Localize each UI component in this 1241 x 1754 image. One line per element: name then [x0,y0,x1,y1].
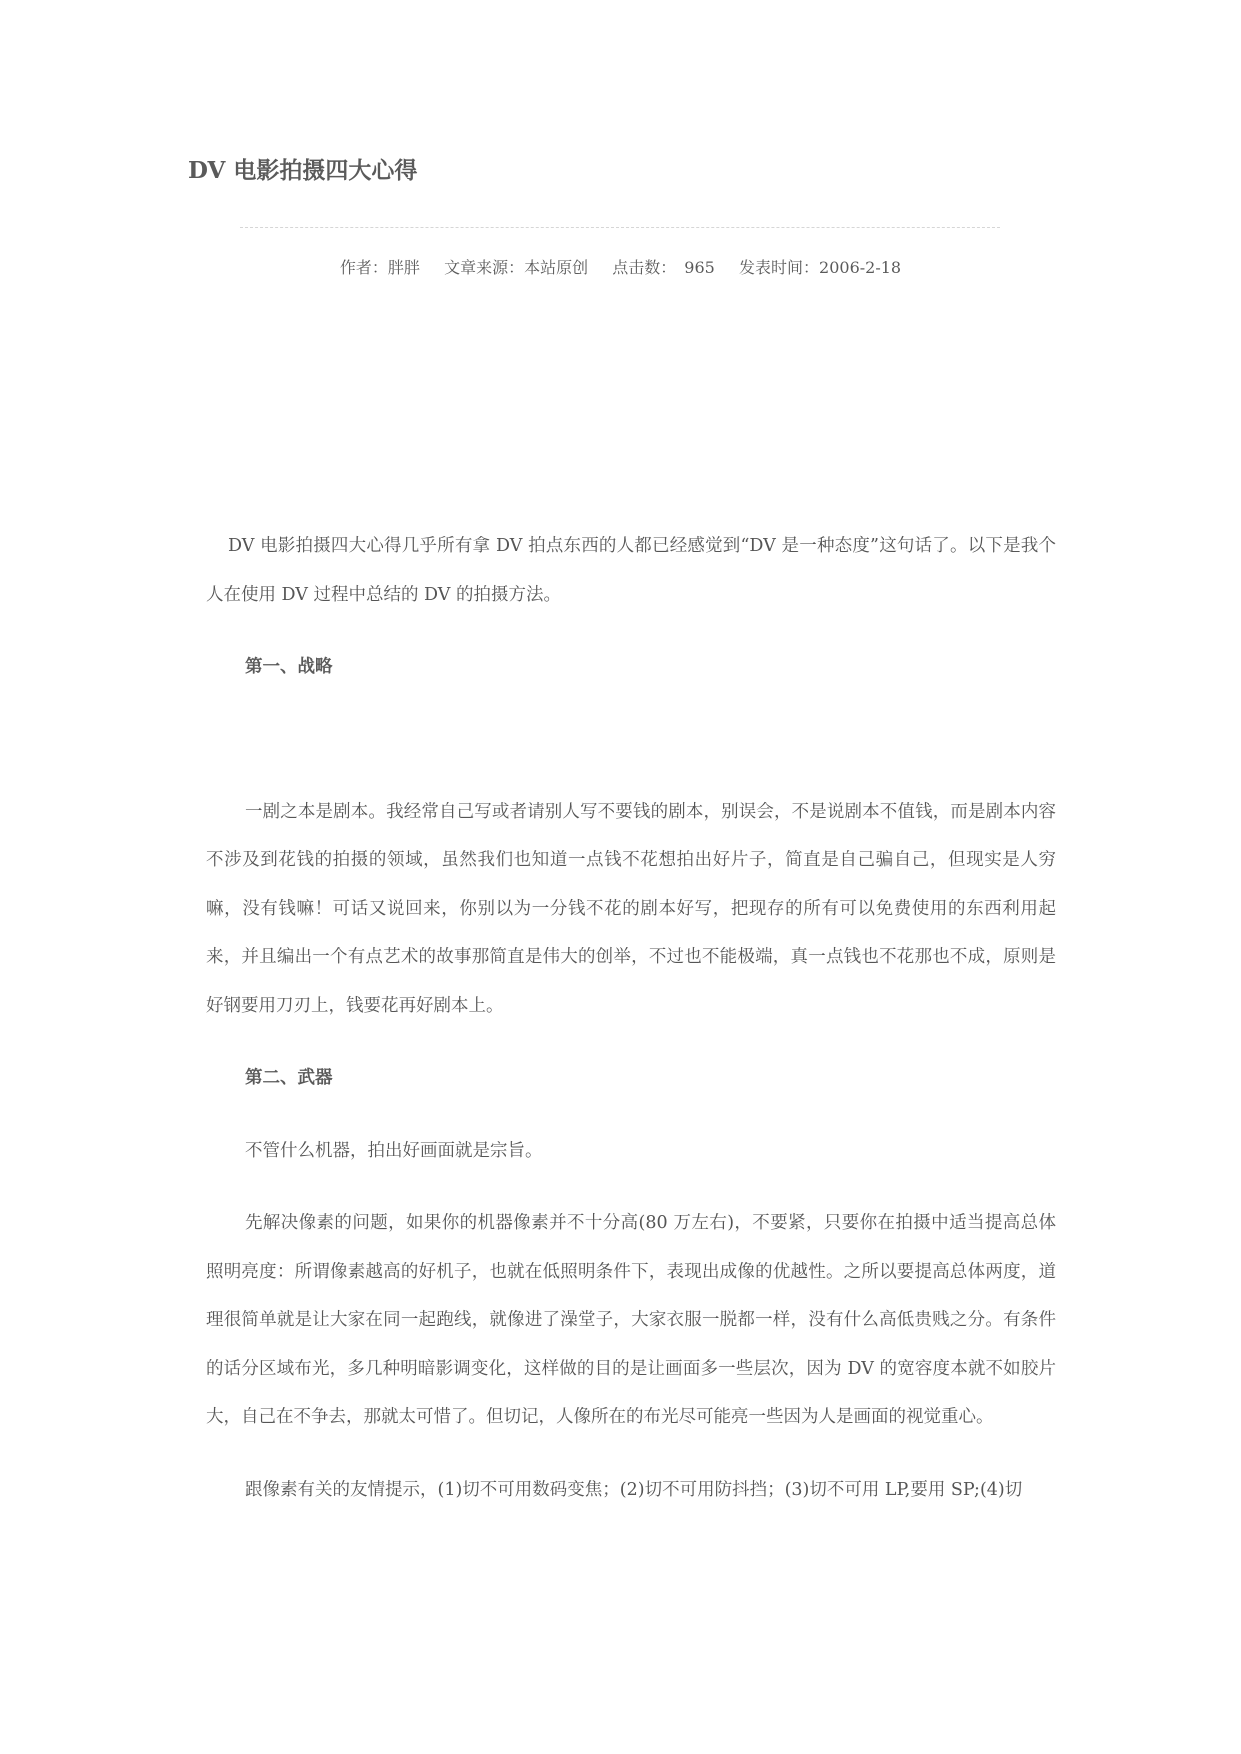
article-title: DV 电影拍摄四大心得 [188,157,418,184]
paragraph-tips: 跟像素有关的友情提示，(1)切不可用数码变焦；(2)切不可用防抖挡；(3)切不可用 LP,要用 SP;(4)切 [245,1479,1023,1500]
meta-date: 发表时间：2006-2-18 [739,258,902,277]
meta-author: 作者：胖胖 [339,258,420,277]
intro-paragraph: DV 电影拍摄四大心得几乎所有拿 DV 拍点东西的人都已经感觉到“DV 是一种态度”这句话了。以下是我个人在使用 DV 过程中总结的 DV 的拍摄方法。 [206,536,1056,605]
article-meta [0,256,1241,280]
title-divider [240,227,1000,228]
paragraph-camera: 不管什么机器，拍出好画面就是宗旨。 [245,1140,543,1161]
section-heading-weapon: 第二、武器 [245,1068,333,1088]
paragraph-pixels: 先解决像素的问题，如果你的机器像素并不十分高(80 万左右)，不要紧，只要你在拍摄中适当提高总体照明亮度：所谓像素越高的好机子，也就在低照明条件下，表现出成像的优越性。之所以要提高总体两度，道理很简单就是让大家在同一起跑线，就像进了澡堂子，大家衣服一脱都一样，没有什么高低贵贱之分。有条件的话分区域布光，多几种明暗影调变化，这样做的目的是让画面多一些层次，因为 DV 的宽容度本就不如胶片大，自己在不争去，那就太可惜了。但切记，人像所在的布光尽可能亮一些因为人是画面的视觉重心。 [206,1213,1056,1427]
article-body [206,522,1056,1514]
meta-source: 文章来源：本站原创 [444,258,589,277]
meta-hits: 点击数： 965 [612,258,715,277]
section-heading-strategy: 第一、战略 [245,657,333,677]
paragraph-script: 一剧之本是剧本。我经常自己写或者请别人写不要钱的剧本，别误会，不是说剧本不值钱，而是剧本内容不涉及到花钱的拍摄的领域，虽然我们也知道一点钱不花想拍出好片子，简直是自己骗自己，但现实是人穷嘛，没有钱嘛！可话又说回来，你别以为一分钱不花的剧本好写，把现存的所有可以免费使用的东西利用起来，并且编出一个有点艺术的故事那简直是伟大的创举，不过也不能极端，真一点钱也不花那也不成，原则是好钢要用刀刃上，钱要花再好剧本上。 [206,801,1056,1016]
